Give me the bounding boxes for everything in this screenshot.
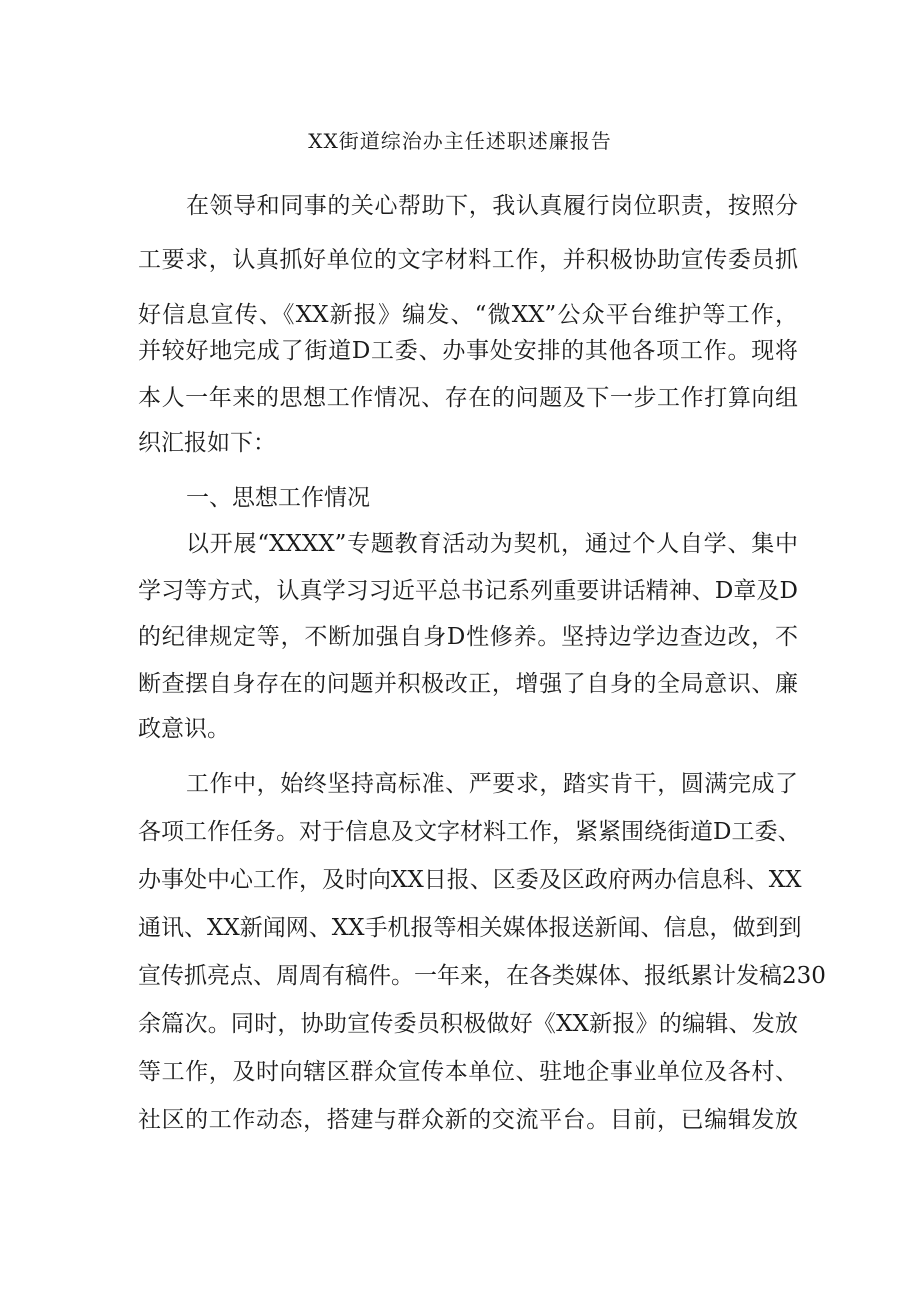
paragraph-line: 等工作，及时向辖区群众宣传本单位、驻地企事业单位及各村、	[138, 1059, 798, 1085]
paragraph-line: 余篇次。同时，协助宣传委员积极做好《XX新报》的编辑、发放	[138, 1011, 798, 1037]
section-heading: 一、思想工作情况	[186, 485, 370, 511]
paragraph-line: 办事处中心工作，及时向XX日报、区委及区政府两办信息科、XX	[138, 867, 802, 893]
paragraph-line: 织汇报如下：	[138, 430, 276, 456]
paragraph-line: 宣传抓亮点、周周有稿件。一年来，在各类媒体、报纸累计发稿230	[138, 963, 826, 989]
paragraph-line: 学习等方式，认真学习习近平总书记系列重要讲话精神、D章及D	[138, 578, 798, 604]
document-title: XX街道综治办主任述职述廉报告	[308, 129, 612, 153]
paragraph-line: 好信息宣传、《XX新报》编发、“微XX”公众平台维护等工作，	[138, 302, 798, 328]
paragraph-line: 的纪律规定等，不断加强自身D性修养。坚持边学边查边改，不	[138, 624, 798, 650]
paragraph-line: 并较好地完成了街道D工委、办事处安排的其他各项工作。现将	[138, 338, 798, 364]
paragraph-line: 工要求，认真抓好单位的文字材料工作，并积极协助宣传委员抓	[138, 247, 798, 273]
paragraph-line: 政意识。	[138, 716, 230, 742]
paragraph-line: 本人一年来的思想工作情况、存在的问题及下一步工作打算向组	[138, 385, 798, 411]
paragraph-line: 在领导和同事的关心帮助下，我认真履行岗位职责，按照分	[186, 193, 798, 219]
paragraph-line: 各项工作任务。对于信息及文字材料工作，紧紧围绕街道D工委、	[138, 819, 801, 845]
paragraph-line: 工作中，始终坚持高标准、严要求，踏实肯干，圆满完成了	[186, 771, 798, 797]
paragraph-line: 通讯、XX新闻网、XX手机报等相关媒体报送新闻、信息，做到到	[138, 915, 802, 941]
paragraph-line: 社区的工作动态，搭建与群众新的交流平台。目前，已编辑发放	[138, 1107, 798, 1133]
paragraph-line: 断查摆自身存在的问题并积极改正，增强了自身的全局意识、廉	[138, 671, 798, 697]
paragraph-line: 以开展“XXXX”专题教育活动为契机，通过个人自学、集中	[186, 531, 798, 557]
